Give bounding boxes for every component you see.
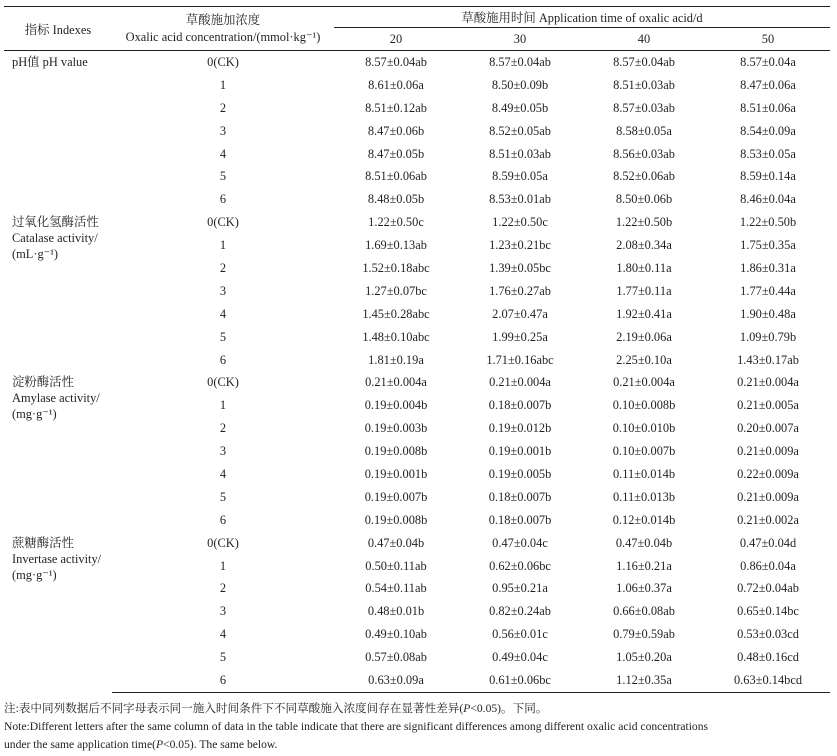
value-cell: 1.77±0.11a [616, 283, 672, 298]
index-label [4, 532, 112, 693]
concentration-cell: 0(CK) [207, 375, 239, 390]
concentration-header-en: Oxalic acid concentration/(mmol·kg⁻¹) [125, 29, 321, 44]
value-cell: 8.61±0.06a [368, 77, 424, 92]
value-cell: 0.47±0.04c [492, 535, 548, 550]
indexes-header: 指标 Indexes [4, 7, 112, 51]
concentration-cell: 1 [219, 558, 227, 573]
index-label-line: Invertase activity/ [12, 551, 102, 566]
day-header: 40 [582, 28, 706, 51]
value-cell: 8.54±0.09a [740, 123, 796, 138]
value-cell: 0.19±0.005b [488, 466, 552, 481]
value-cell: 1.77±0.44a [740, 283, 796, 298]
value-cell: 0.19±0.003b [364, 421, 428, 436]
table-row [4, 555, 830, 578]
value-cell: 1.43±0.17ab [737, 352, 799, 367]
value-cell: 0.66±0.08ab [613, 604, 675, 619]
value-cell: 8.51±0.06ab [365, 169, 427, 184]
index-label [4, 211, 112, 371]
concentration-cell: 6 [112, 669, 334, 692]
value-cell: 1.22±0.50b [615, 215, 673, 230]
value-cell: 0.95±0.21a [492, 581, 548, 596]
value-cell: 0.18±0.007b [488, 398, 552, 413]
value-cell: 0.47±0.04d [739, 535, 797, 550]
value-cell: 8.56±0.03ab [613, 146, 675, 161]
value-cell: 8.52±0.06ab [613, 169, 675, 184]
value-cell: 0.12±0.014b [612, 512, 676, 527]
value-cell: 8.59±0.05a [492, 169, 548, 184]
note-cn: 注:表中同列数据后不同字母表示同一施入时间条件下不同草酸施入浓度间存在显著性差异(P<0.05)。下同。 [4, 702, 548, 715]
value-cell: 0.79±0.59ab [613, 627, 675, 642]
application-time-header: 草酸施用时间 Application time of oxalic acid/d [334, 7, 830, 28]
value-cell: 0.57±0.08ab [365, 650, 427, 665]
value-cell: 0.63±0.14bcd [706, 669, 830, 692]
value-cell: 0.10±0.010b [612, 421, 676, 436]
index-label-line: Catalase activity/ [12, 231, 98, 246]
value-cell: 2.25±0.10a [616, 352, 672, 367]
value-cell: 1.09±0.79b [739, 329, 797, 344]
concentration-cell: 4 [219, 627, 227, 642]
value-cell: 0.62±0.06bc [489, 558, 551, 573]
value-cell: 0.21±0.004a [613, 375, 675, 390]
note-en-line1: Note:Different letters after the same column of data in the table indicate that there are significant differences among different oxalic acid concentrations [4, 720, 709, 733]
concentration-cell: 6 [219, 352, 227, 367]
value-cell: 8.58±0.05a [616, 123, 672, 138]
concentration-cell: 6 [219, 512, 227, 527]
value-cell: 8.53±0.05a [740, 146, 796, 161]
value-cell: 8.47±0.05b [367, 146, 425, 161]
concentration-cell: 4 [219, 466, 227, 481]
index-label-line: (mg·g⁻¹) [12, 567, 57, 582]
value-cell: 1.48±0.10abc [362, 329, 430, 344]
table-row [4, 211, 830, 234]
value-cell: 0.11±0.014b [612, 466, 676, 481]
value-cell: 8.57±0.04ab [613, 54, 675, 69]
value-cell: 0.49±0.10ab [365, 627, 427, 642]
value-cell: 8.57±0.03ab [613, 100, 675, 115]
value-cell: 0.21±0.009a [737, 444, 799, 459]
value-cell: 0.20±0.007a [737, 421, 799, 436]
concentration-cell: 3 [219, 283, 227, 298]
table-row [4, 600, 830, 623]
table-row [4, 74, 830, 97]
value-cell: 1.80±0.11a [616, 260, 672, 275]
value-cell: 0.56±0.01c [492, 627, 548, 642]
table-row [4, 234, 830, 257]
value-cell: 0.50±0.11ab [365, 558, 427, 573]
value-cell: 0.54±0.11ab [365, 581, 427, 596]
value-cell: 1.45±0.28abc [362, 306, 430, 321]
value-cell: 8.49±0.05b [491, 100, 549, 115]
table-body [4, 51, 830, 693]
index-label-line: Amylase activity/ [12, 391, 100, 406]
value-cell: 0.47±0.04b [615, 535, 673, 550]
concentration-cell: 0(CK) [207, 54, 239, 69]
value-cell: 8.47±0.06b [367, 123, 425, 138]
value-cell: 1.06±0.37a [616, 581, 672, 596]
concentration-cell: 2 [219, 260, 227, 275]
concentration-cell: 5 [219, 329, 227, 344]
concentration-cell: 2 [219, 421, 227, 436]
value-cell: 8.59±0.14a [740, 169, 796, 184]
value-cell: 0.61±0.06bc [458, 669, 582, 692]
value-cell: 0.18±0.007b [488, 489, 552, 504]
table-row [4, 532, 830, 555]
value-cell: 0.21±0.004a [365, 375, 427, 390]
value-cell: 1.22±0.50b [739, 215, 797, 230]
value-cell: 0.19±0.001b [488, 444, 552, 459]
value-cell: 8.50±0.09b [491, 77, 549, 92]
value-cell: 0.72±0.04ab [737, 581, 799, 596]
value-cell: 1.27±0.07bc [365, 283, 427, 298]
data-table [4, 6, 830, 693]
value-cell: 1.05±0.20a [616, 650, 672, 665]
concentration-cell: 1 [219, 398, 227, 413]
table-row [4, 394, 830, 417]
concentration-cell: 2 [219, 581, 227, 596]
table-row [4, 646, 830, 669]
index-label [4, 51, 112, 212]
value-cell: 8.51±0.03ab [489, 146, 551, 161]
table-row [4, 188, 830, 211]
concentration-cell: 1 [219, 77, 227, 92]
value-cell: 1.99±0.25a [492, 329, 548, 344]
concentration-cell: 0(CK) [207, 535, 239, 550]
value-cell: 1.75±0.35a [740, 238, 796, 253]
value-cell: 1.86±0.31a [740, 260, 796, 275]
concentration-cell: 1 [219, 238, 227, 253]
value-cell: 1.23±0.21bc [489, 238, 551, 253]
table-row [4, 303, 830, 326]
value-cell: 0.11±0.013b [612, 489, 676, 504]
value-cell: 8.48±0.05b [367, 192, 425, 207]
concentration-cell: 3 [219, 123, 227, 138]
value-cell: 1.52±0.18abc [362, 260, 430, 275]
value-cell: 8.53±0.01ab [489, 192, 551, 207]
value-cell: 1.81±0.19a [368, 352, 424, 367]
table-row [4, 120, 830, 143]
day-header: 50 [706, 28, 830, 51]
value-cell: 0.21±0.005a [737, 398, 799, 413]
value-cell: 8.51±0.12ab [365, 100, 427, 115]
value-cell: 0.82±0.24ab [489, 604, 551, 619]
index-label-line: 蔗糖酶活性 [12, 535, 74, 550]
value-cell: 1.16±0.21a [616, 558, 672, 573]
concentration-cell: 3 [219, 444, 227, 459]
concentration-header-cn: 草酸施加浓度 [185, 12, 261, 27]
value-cell: 1.76±0.27ab [489, 283, 551, 298]
value-cell: 0.19±0.012b [488, 421, 552, 436]
concentration-cell: 5 [219, 169, 227, 184]
concentration-cell: 5 [219, 650, 227, 665]
value-cell: 1.22±0.50c [368, 215, 424, 230]
value-cell: 0.10±0.008b [612, 398, 676, 413]
value-cell: 1.92±0.41a [616, 306, 672, 321]
value-cell: 1.12±0.35a [582, 669, 706, 692]
index-label-line: 过氧化氢酶活性 [12, 215, 99, 230]
value-cell: 0.48±0.16cd [737, 650, 799, 665]
value-cell: 0.21±0.002a [737, 512, 799, 527]
index-label-line: 淀粉酶活性 [12, 375, 74, 390]
table-row [4, 486, 830, 509]
value-cell: 0.21±0.004a [489, 375, 551, 390]
value-cell: 1.39±0.05bc [489, 260, 551, 275]
value-cell: 8.50±0.06b [615, 192, 673, 207]
value-cell: 8.47±0.06a [740, 77, 796, 92]
table-row [4, 326, 830, 349]
value-cell: 8.52±0.05ab [489, 123, 551, 138]
value-cell: 0.10±0.007b [612, 444, 676, 459]
value-cell: 2.08±0.34a [616, 238, 672, 253]
index-label-line: (mL·g⁻¹) [12, 247, 59, 262]
value-cell: 8.57±0.04ab [489, 54, 551, 69]
value-cell: 0.49±0.04c [492, 650, 548, 665]
value-cell: 0.19±0.001b [364, 466, 428, 481]
value-cell: 8.51±0.03ab [613, 77, 675, 92]
value-cell: 8.57±0.04ab [365, 54, 427, 69]
value-cell: 0.47±0.04b [367, 535, 425, 550]
table-row [4, 623, 830, 646]
table-row [4, 669, 830, 692]
table-row [4, 463, 830, 486]
table-row [4, 417, 830, 440]
value-cell: 0.21±0.009a [737, 489, 799, 504]
concentration-cell: 5 [219, 489, 227, 504]
value-cell: 2.19±0.06a [616, 329, 672, 344]
index-label-line: (mg·g⁻¹) [12, 407, 57, 422]
value-cell: 2.07±0.47a [492, 306, 548, 321]
table-row [4, 257, 830, 280]
table-row [4, 97, 830, 120]
note-en-line2: under the same application time(P<0.05). The same below. [4, 738, 278, 751]
index-label [4, 371, 112, 531]
value-cell: 0.22±0.009a [737, 466, 799, 481]
value-cell: 8.51±0.06a [740, 100, 796, 115]
value-cell: 8.57±0.04a [740, 54, 796, 69]
value-cell: 0.19±0.007b [364, 489, 428, 504]
table-row [4, 51, 830, 74]
value-cell: 1.22±0.50c [492, 215, 548, 230]
table-row [4, 143, 830, 166]
concentration-cell: 4 [219, 146, 227, 161]
table-row [4, 509, 830, 532]
concentration-cell: 3 [219, 604, 227, 619]
concentration-cell: 4 [219, 306, 227, 321]
value-cell: 0.19±0.004b [364, 398, 428, 413]
concentration-cell: 6 [219, 192, 227, 207]
value-cell: 0.63±0.09a [334, 669, 458, 692]
value-cell: 1.90±0.48a [740, 306, 796, 321]
table-row [4, 349, 830, 372]
table-row [4, 577, 830, 600]
concentration-cell: 2 [219, 100, 227, 115]
value-cell: 0.65±0.14bc [737, 604, 799, 619]
day-header: 20 [334, 28, 458, 51]
table-row [4, 371, 830, 394]
value-cell: 0.18±0.007b [488, 512, 552, 527]
table-row [4, 280, 830, 303]
value-cell: 1.71±0.16abc [486, 352, 554, 367]
value-cell: 0.19±0.008b [364, 512, 428, 527]
concentration-cell: 0(CK) [207, 215, 239, 230]
day-header: 30 [458, 28, 582, 51]
value-cell: 0.86±0.04a [740, 558, 796, 573]
value-cell: 0.21±0.004a [737, 375, 799, 390]
table-row [4, 440, 830, 463]
value-cell: 0.19±0.008b [364, 444, 428, 459]
concentration-header [112, 7, 334, 51]
value-cell: 0.53±0.03cd [737, 627, 799, 642]
index-label-line: pH值 pH value [12, 55, 88, 69]
table-row [4, 165, 830, 188]
table-notes [4, 700, 832, 754]
value-cell: 0.48±0.01b [367, 604, 425, 619]
value-cell: 8.46±0.04a [740, 192, 796, 207]
value-cell: 1.69±0.13ab [365, 238, 427, 253]
